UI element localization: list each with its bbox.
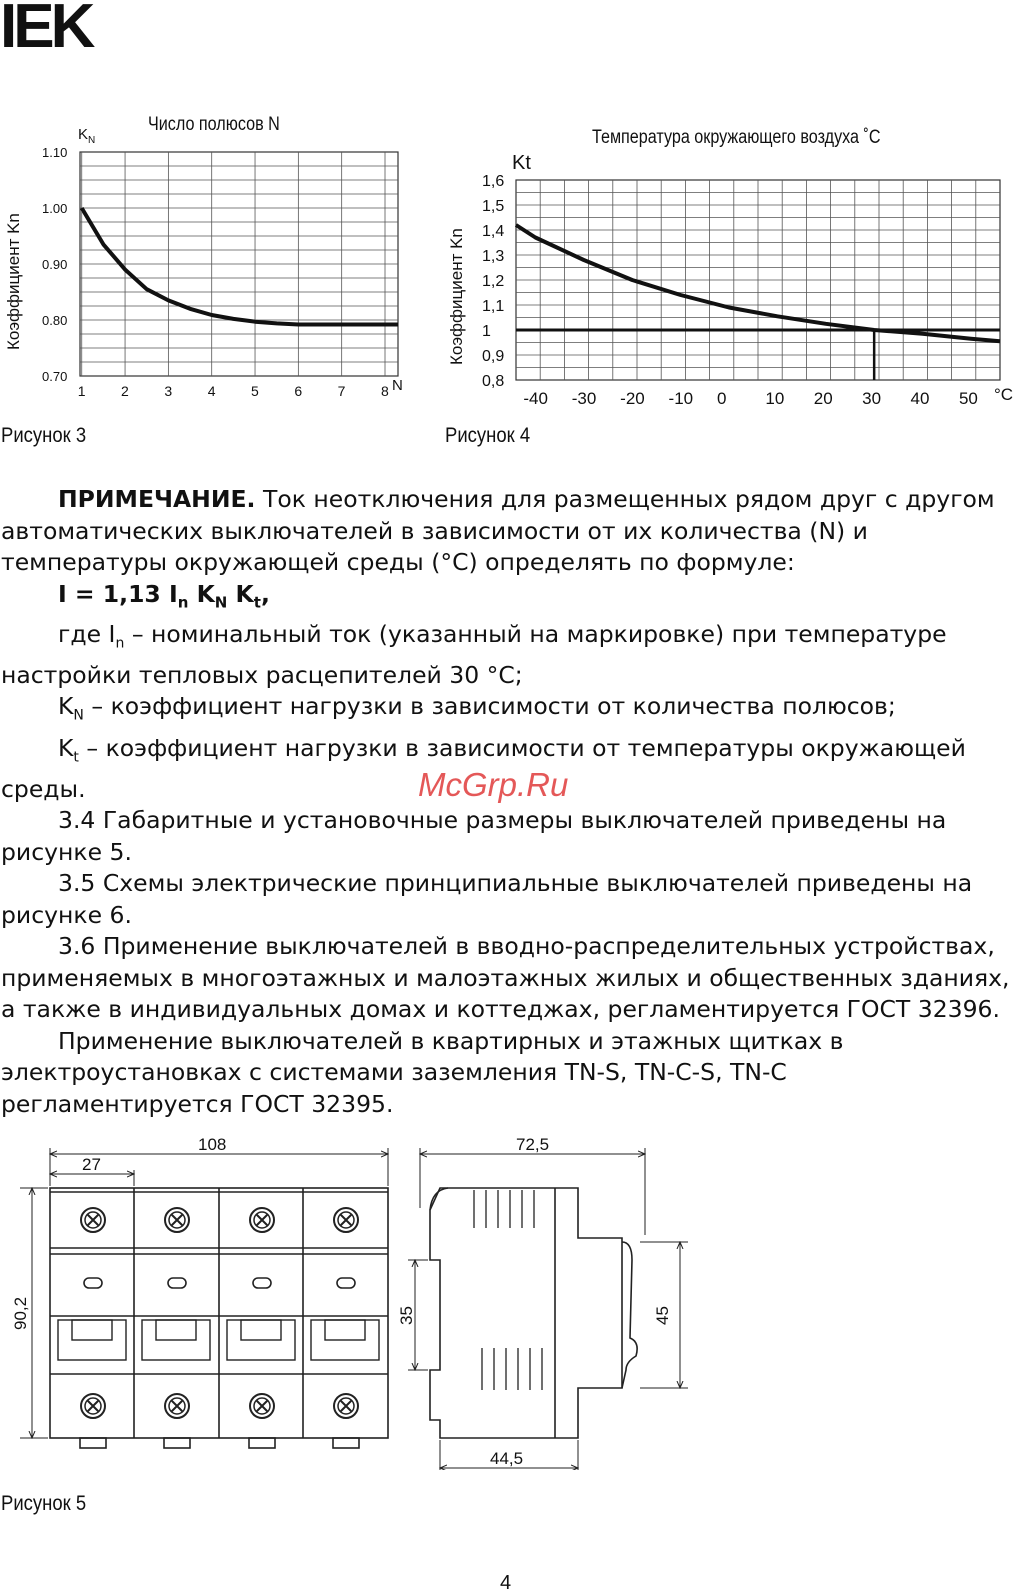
fig4-y-tick: 0,9 [482,348,505,365]
def-kn: $K_N$ – коэффициент нагрузки в зависимости от количества полюсов; [58,692,896,725]
def-kt: $K_t$ – коэффициент нагрузки в зависимости от температуры окружающей среды. [1,733,966,803]
fig4-caption: Рисунок 4 [445,424,531,447]
fig4-x-label: °C [994,385,1014,404]
fig3-x-tick: 2 [121,383,129,399]
breaker-side-view [430,1188,637,1438]
dim-45: 45 [653,1306,672,1325]
dim-72-5: 72,5 [516,1135,550,1154]
fig4-y-tick: 1,4 [482,223,505,240]
fig4-x-tick: -20 [620,389,645,408]
fig4-y-tick: 1,1 [482,298,505,315]
fig4-x-tick: 40 [910,389,930,408]
fig4-y-tick: 1 [482,323,491,340]
page-number: 4 [500,1572,512,1594]
fig4-x-tick: 20 [813,389,833,408]
note-paragraph: ПРИМЕЧАНИЕ. Ток неотключения для размещенных рядом друг с другом автоматических выключателей в зависимости от их количества (N) и температуры окружающей среды (°С) определять по формуле: [1,485,995,576]
fig3-y-tick: 0.90 [42,257,68,272]
fig3-title: Число полюсов N [148,114,280,135]
fig3-x-tick: 8 [381,383,389,399]
fig4-x-tick: 10 [765,389,785,408]
iek-logo: IEK [0,0,92,61]
dim-44-5: 44,5 [490,1449,524,1468]
def-in: где $I_n$ – номинальный ток (указанный на маркировке) при температуре настройки тепловых расцепителей 30 °С; [1,619,947,689]
fig4-y-label: Коэффициент Kn [447,228,466,365]
fig3-x-tick: 6 [294,383,303,399]
fig3-x-tick: 3 [164,383,173,399]
dim-108: 108 [198,1135,227,1154]
fig3-y-tick: 1.10 [42,145,68,160]
fig3-y-tick: 0.80 [42,313,68,328]
dim-90-2: 90,2 [11,1296,30,1330]
fig5-caption: Рисунок 5 [1,1492,87,1515]
fig3-y-tick: 1.00 [42,201,68,216]
fig4-y-tick: 1,3 [482,248,505,265]
fig3-x-tick: 7 [337,383,346,399]
formula: I = 1,13 $I_n$ $K_N$ $K_t$, [58,579,270,612]
fig3-y-symbol: $K_N$ [78,126,96,146]
fig4-y-tick: 1,2 [482,273,505,290]
fig4-x-tick: 50 [958,389,978,408]
fig3-caption: Рисунок 3 [1,424,87,447]
fig3-x-tick: 4 [207,383,216,399]
fig3-chart [0,140,420,410]
fig4-x-tick: -30 [571,389,597,408]
dim-35: 35 [397,1306,416,1325]
fig4-x-tick: -40 [523,389,548,408]
fig4-y-tick: 1,5 [482,198,505,215]
fig3-x-tick: 1 [77,383,86,399]
fig4-x-tick: 30 [862,389,882,408]
paragraph-gost-32395: Применение выключателей в квартирных и этажных щитках в электроустановках с системами заземления TN-S, TN-C-S, TN-C регламентируется ГОСТ 32395. [1,1026,844,1118]
dim-27: 27 [82,1155,101,1174]
fig5-drawing [0,1130,700,1470]
fig4-chart [470,170,1030,420]
paragraph-3-6: 3.6 Применение выключателей в вводно-распределительных устройствах, применяемых в многоэтажных и малоэтажных жилых и общественных зданиях, а также в индивидуальных домах и коттеджах, регламентируется ГОСТ 32396. [1,932,1010,1024]
paragraph-3-5: 3.5 Схемы электрические принципиальные выключателей приведены на рисунке 6. [1,869,973,929]
fig3-series-line [82,208,398,325]
fig4-x-tick: 0 [716,389,727,408]
fig3-x-label: N [392,377,403,394]
watermark: McGrp.Ru [418,766,569,803]
fig3-x-tick: 5 [251,383,259,399]
fig4-x-tick: -10 [668,389,694,408]
fig4-y-symbol: Kt [512,152,531,174]
fig4-y-tick: 0,8 [482,373,505,390]
fig4-title: Температура окружающего воздуха ˚C [592,127,881,148]
fig3-y-tick: 0.70 [42,369,68,384]
fig3-y-label: Коэффициент Kn [4,213,23,350]
fig4-y-tick: 1,6 [482,173,505,190]
paragraph-3-4: 3.4 Габаритные и установочные размеры выключателей приведены на рисунке 5. [1,806,947,866]
